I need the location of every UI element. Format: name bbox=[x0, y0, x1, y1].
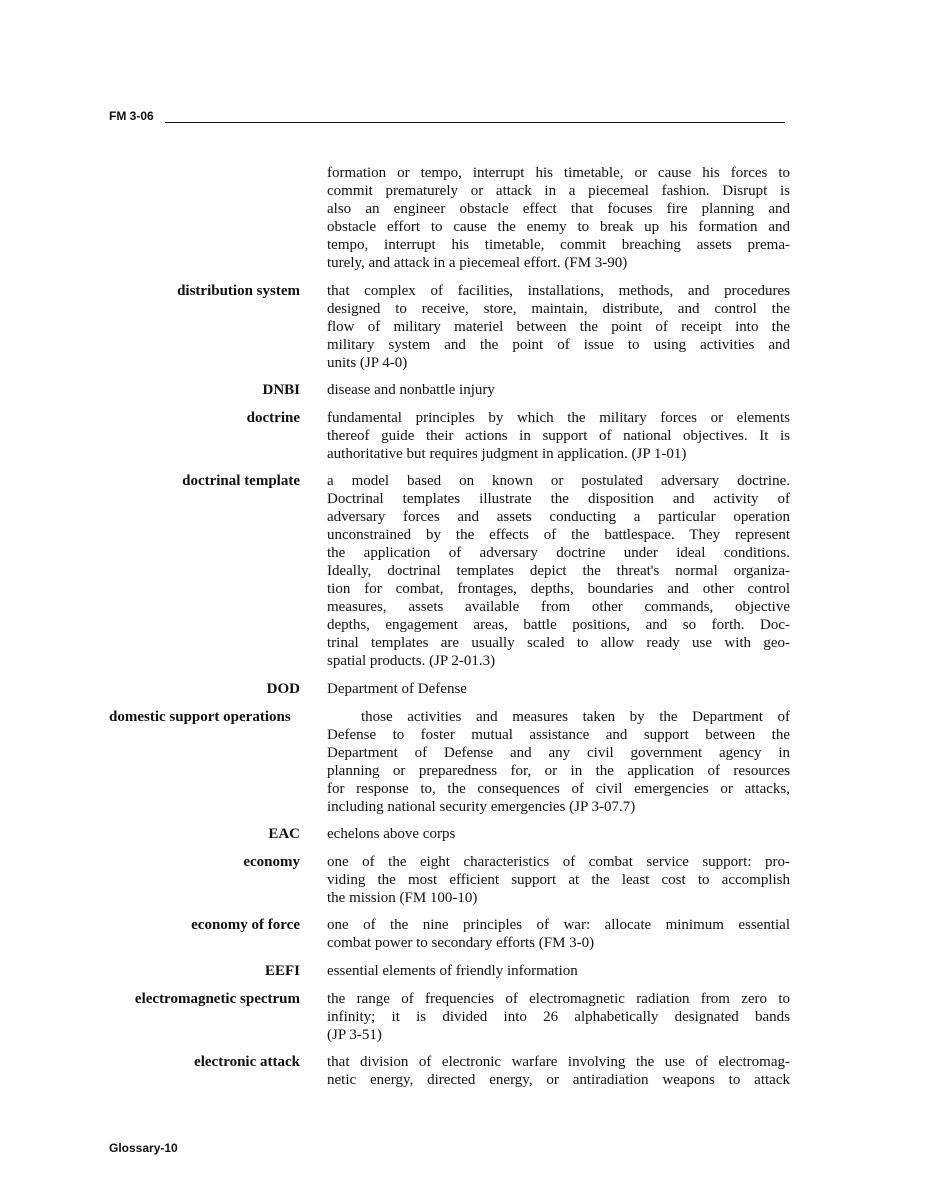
glossary-definition bbox=[327, 282, 790, 372]
definition-line: Ideally, doctrinal templates depict the threat's normal organiza- bbox=[327, 563, 790, 580]
definition-line: formation or tempo, interrupt his timetable, or cause his forces to bbox=[327, 165, 790, 181]
definition-line: one of the eight characteristics of combat service support: pro- bbox=[327, 853, 790, 870]
definition-line: fundamental principles by which the military forces or elements bbox=[327, 409, 790, 426]
definition-line: Department of Defense and any civil government agency in bbox=[327, 744, 790, 761]
glossary-term: economy bbox=[243, 853, 300, 870]
glossary-entry bbox=[0, 1053, 926, 1089]
definition-line: military system and the point of issue to using activities and bbox=[327, 336, 790, 353]
glossary-term: doctrine bbox=[246, 409, 300, 426]
glossary-definition bbox=[327, 708, 790, 816]
glossary-definition bbox=[327, 853, 790, 907]
definition-line: spatial products. (JP 2-01.3) bbox=[327, 653, 496, 670]
glossary-term: doctrinal template bbox=[182, 473, 300, 490]
glossary-definition bbox=[327, 990, 790, 1044]
definition-line: for response to, the consequences of civil emergencies or attacks, bbox=[327, 780, 790, 797]
glossary-entry bbox=[0, 962, 926, 980]
definition-line: designed to receive, store, maintain, distribute, and control the bbox=[327, 300, 790, 317]
glossary-definition bbox=[327, 381, 790, 399]
glossary-term: electromagnetic spectrum bbox=[134, 990, 300, 1007]
glossary-entry bbox=[0, 708, 926, 816]
glossary-term: distribution system bbox=[177, 282, 300, 299]
definition-line: the range of frequencies of electromagnetic radiation from zero to bbox=[327, 990, 790, 1007]
definition-line: turely, and attack in a piecemeal effort. (FM 3-90) bbox=[327, 255, 628, 271]
definition-line: adversary forces and assets conducting a particular operation bbox=[327, 509, 790, 526]
definition-line: obstacle effort to cause the enemy to break up his formation and bbox=[327, 219, 790, 235]
glossary-term: domestic support operations bbox=[109, 708, 291, 725]
glossary-definition bbox=[327, 409, 790, 463]
glossary-term: economy of force bbox=[191, 917, 300, 934]
glossary-list bbox=[0, 164, 926, 1099]
definition-line: unconstrained by the effects of the battlespace. They represent bbox=[327, 527, 790, 544]
definition-line: depths, engagement areas, battle positions, and so forth. Doc- bbox=[327, 617, 790, 634]
glossary-entry bbox=[0, 472, 926, 670]
glossary-definition bbox=[327, 472, 790, 670]
header-rule bbox=[165, 122, 785, 123]
glossary-term: electronic attack bbox=[194, 1054, 300, 1071]
definition-line: disease and nonbattle injury bbox=[327, 382, 495, 399]
definition-line: netic energy, directed energy, or antiradiation weapons to attack bbox=[327, 1072, 790, 1089]
glossary-definition bbox=[327, 916, 790, 952]
glossary-entry bbox=[0, 282, 926, 372]
definition-line: also an engineer obstacle effect that focuses fire planning and bbox=[327, 201, 790, 217]
glossary-term: DNBI bbox=[262, 382, 300, 399]
running-header: FM 3-06 bbox=[109, 109, 154, 123]
definition-line: a model based on known or postulated adversary doctrine. bbox=[327, 473, 790, 490]
glossary-entry bbox=[0, 916, 926, 952]
definition-line: the mission (FM 100-10) bbox=[327, 889, 478, 906]
glossary-definition bbox=[327, 1053, 790, 1089]
definition-line: commit prematurely or attack in a piecemeal fashion. Disrupt is bbox=[327, 183, 790, 199]
definition-line: thereof guide their actions in support of national objectives. It is bbox=[327, 427, 790, 444]
definition-line: tion for combat, frontages, depths, boundaries and other control bbox=[327, 581, 790, 598]
glossary-entry bbox=[0, 680, 926, 698]
definition-line: Defense to foster mutual assistance and support between the bbox=[327, 726, 790, 743]
glossary-entry bbox=[0, 853, 926, 907]
definition-line: essential elements of friendly information bbox=[327, 962, 578, 979]
glossary-definition bbox=[327, 680, 790, 698]
glossary-entry bbox=[0, 381, 926, 399]
definition-line: Doctrinal templates illustrate the disposition and activity of bbox=[327, 491, 790, 508]
glossary-term: EEFI bbox=[264, 962, 300, 979]
definition-line: planning or preparedness for, or in the application of resources bbox=[327, 762, 790, 779]
page-footer: Glossary-10 bbox=[109, 1141, 178, 1155]
definition-line: tempo, interrupt his timetable, commit breaching assets prema- bbox=[327, 237, 790, 253]
definition-line: the application of adversary doctrine under ideal conditions. bbox=[327, 545, 790, 562]
glossary-term: DOD bbox=[266, 680, 300, 697]
definition-line: trinal templates are usually scaled to allow ready use with geo- bbox=[327, 635, 790, 652]
definition-line: combat power to secondary efforts (FM 3-0) bbox=[327, 935, 595, 952]
definition-line: those activities and measures taken by the Department of bbox=[361, 708, 790, 725]
definition-line: authoritative but requires judgment in application. (JP 1-01) bbox=[327, 445, 687, 462]
glossary-entry bbox=[0, 990, 926, 1044]
definition-line: infinity; it is divided into 26 alphabetically designated bands bbox=[327, 1008, 790, 1025]
glossary-entry bbox=[0, 409, 926, 463]
definition-line: units (JP 4-0) bbox=[327, 354, 408, 371]
definition-line: viding the most efficient support at the least cost to accomplish bbox=[327, 871, 790, 888]
definition-line: measures, assets available from other commands, objective bbox=[327, 599, 790, 616]
definition-line: that complex of facilities, installations, methods, and procedures bbox=[327, 282, 790, 299]
definition-line: Department of Defense bbox=[327, 680, 467, 697]
glossary-entry bbox=[0, 164, 926, 272]
definition-line: (JP 3-51) bbox=[327, 1026, 382, 1043]
definition-line: that division of electronic warfare involving the use of electromag- bbox=[327, 1054, 790, 1071]
glossary-definition bbox=[327, 164, 790, 272]
glossary-entry bbox=[0, 825, 926, 843]
definition-line: including national security emergencies (JP 3-07.7) bbox=[327, 798, 636, 815]
glossary-definition bbox=[327, 825, 790, 843]
definition-line: flow of military materiel between the point of receipt into the bbox=[327, 318, 790, 335]
definition-line: echelons above corps bbox=[327, 826, 456, 843]
glossary-term: EAC bbox=[268, 826, 300, 843]
definition-line: one of the nine principles of war: allocate minimum essential bbox=[327, 917, 790, 934]
glossary-definition bbox=[327, 962, 790, 980]
